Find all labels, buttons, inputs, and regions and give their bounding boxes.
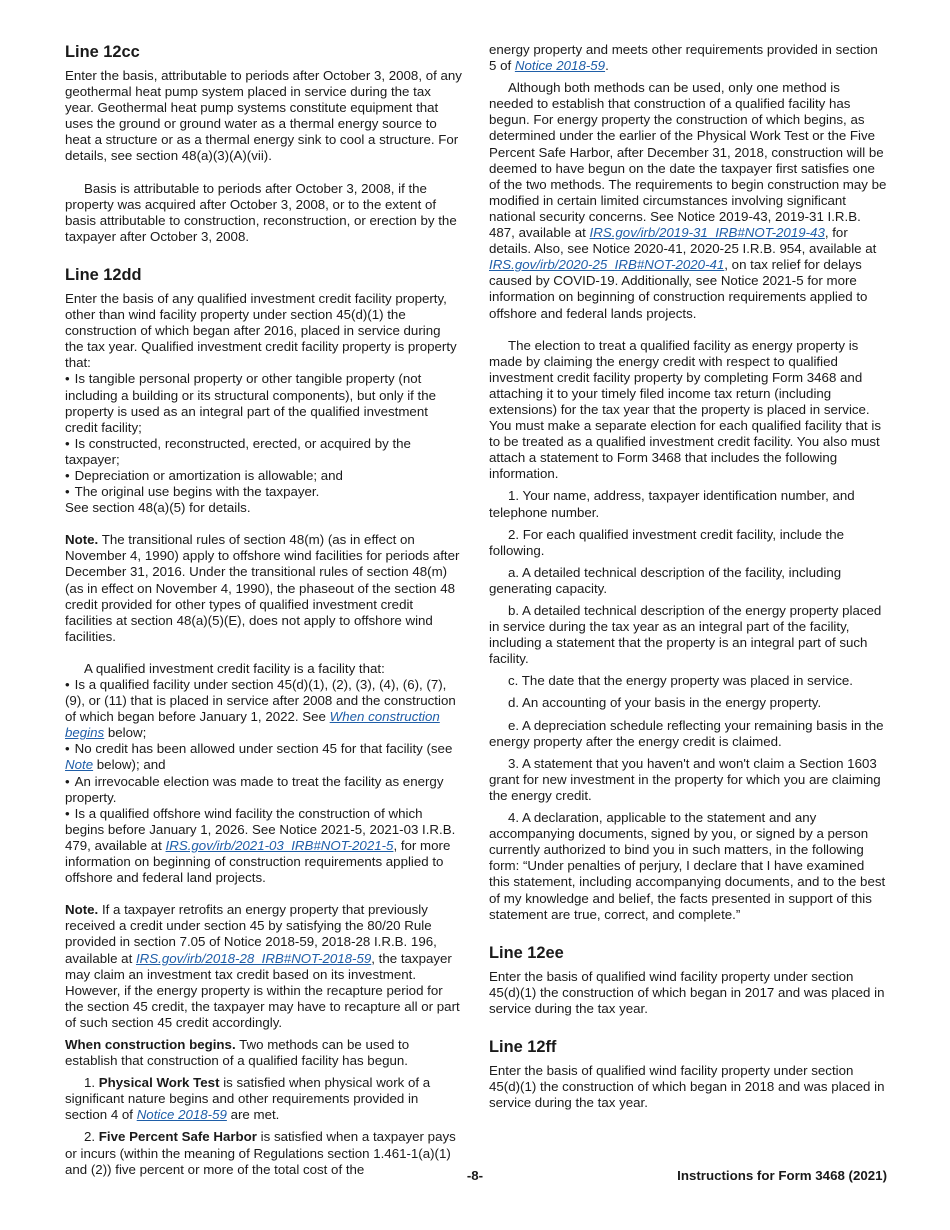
text-run: Basis is attributable to periods after October 3, 2008, if the property was acquired after October 3, 2008, or to the extent of basis attributable to construction, reconstruction, or erection by the taxpayer after October 3, 2008.: [65, 180, 457, 244]
text-run: are met.: [226, 1107, 280, 1123]
text-run: , the taxpayer may claim an investment tax credit based on its investment. However, if the energy property is within the recapture period for the section 45 credit, the taxpayer may have to recapture all or part of such section 45 credit accordingly.: [65, 950, 460, 1030]
text-run: energy property and meets other requirements provided in section 5 of: [489, 42, 878, 74]
text-run: Is a qualified offshore wind facility the construction of which begins before January 1, 2026. See Notice 2021-5, 2021-03 I.R.B. 479, available at: [65, 805, 456, 853]
link[interactable]: Note: [65, 757, 94, 773]
text-run: Enter the basis, attributable to periods after October 3, 2008, of any geothermal heat pump system placed in service during the tax year. Geothermal heat pump systems constitute equipment that uses the ground or ground water as a thermal energy source to heat a structure or as a thermal energy sink to cool a structure. For details, see section 48(a)(3)(A)(vii).: [65, 68, 462, 164]
text-run: 2.: [84, 1129, 99, 1145]
text-run: 1. Your name, address, taxpayer identification number, and telephone number.: [489, 488, 855, 520]
text-run: , for details. Also, see Notice 2020-41, 2020-25 I.R.B. 954, available at: [489, 225, 877, 257]
paragraph: [489, 969, 887, 1017]
text-run: c. The date that the energy property was placed in service.: [508, 673, 853, 689]
run-in-heading: Physical Work Test: [98, 1075, 220, 1091]
paragraph: [65, 532, 462, 645]
link[interactable]: IRS.gov/irb/2019-31_IRB#NOT-2019-43: [589, 225, 825, 241]
text-run: Although both methods can be used, only one method is needed to establish that construction of a qualified facility has begun. For energy property the construction of which begins, as determined under the earlier of the Physical Work Test or the Five Percent Safe Harbor, after December 31, 2018, construction will be deemed to have begun on the date the taxpayer first satisfies one of the two methods. The requirements to begin construction may be modified in certain limited circumstances involving significant national security concerns. See Notice 2019-43, 2019-31 I.R.B. 487, available at: [489, 80, 887, 241]
paragraph: [65, 68, 462, 165]
paragraph: [489, 488, 887, 520]
bullet-item: [65, 436, 462, 468]
text-run: The transitional rules of section 48(m) (as in effect on November 4, 1990) apply to offshore wind facilities for periods after December 31, 2016. Under the transitional rules of section 48(m) (as in effect on November 4, 1990), the phaseout of the section 48 credit provided for other types of qualified investment credit facilities at section 48(a)(5)(E), does not apply to offshore wind facilities.: [65, 532, 460, 644]
paragraph: [65, 181, 462, 245]
section-heading: Line 12cc: [65, 43, 140, 61]
paragraph: [489, 673, 887, 689]
link[interactable]: IRS.gov/irb/2021-03_IRB#NOT-2021-5: [165, 837, 394, 853]
link[interactable]: When construction begins: [65, 709, 440, 741]
text-run: Depreciation or amortization is allowable; and: [74, 467, 343, 483]
text-run: A qualified investment credit facility is a facility that:: [84, 660, 385, 676]
section-heading: Line 12ee: [489, 943, 564, 962]
bullet-item: [65, 774, 462, 806]
paragraph: [65, 1075, 462, 1123]
paragraph: [65, 661, 462, 677]
paragraph: [65, 500, 462, 516]
text-run: The election to treat a qualified facility as energy property is made by claiming the energy credit with respect to qualified investment credit facility property by completing Form 3468 and attaching it to your timely filed income tax return (including extensions) for the tax year that the property is placed in service. You must make a separate election for each qualified facility that is to be treated as a qualified investment credit facility. You also must attach a statement to Form 3468 that includes the following information.: [489, 337, 881, 482]
bullet-item: [65, 484, 462, 500]
section-heading: Line 12dd: [65, 265, 142, 284]
left-column: [65, 42, 462, 1178]
text-run: Enter the basis of qualified wind facility property under section 45(d)(1) the construction of which began in 2017 and was placed in service during the tax year.: [489, 968, 885, 1016]
paragraph: [489, 810, 887, 923]
paragraph: [489, 756, 887, 804]
text-run: Is a qualified facility under section 45(d)(1), (2), (3), (4), (6), (7), (9), or (11) that is placed in service after 2008 and the construction of which began before January 1, 2022. See: [65, 677, 456, 725]
bullet-item: [65, 677, 462, 741]
paragraph: [65, 902, 462, 1031]
text-run: Is constructed, reconstructed, erected, or acquired by the taxpayer;: [65, 435, 411, 467]
text-run: below); and: [93, 757, 166, 773]
bullet-item: [65, 371, 462, 435]
bullet-item: [65, 468, 462, 484]
paragraph: [65, 291, 462, 371]
right-column: [489, 42, 887, 1111]
text-run: If a taxpayer retrofits an energy property that previously received a credit under section 45 by satisfying the 80/20 Rule provided in section 7.05 of Notice 2018-59, 2018-28 I.R.B. 196, available at: [65, 902, 437, 966]
paragraph: [489, 338, 887, 483]
bullet-item: [65, 806, 462, 886]
paragraph: [489, 1063, 887, 1111]
form-title: Instructions for Form 3468 (2021): [677, 1168, 887, 1183]
text-run: , on tax relief for delays caused by COVID-19. Additionally, see Notice 2021-5 for more information on beginning of construction requirements applied to offshore and federal lands projects.: [489, 257, 868, 321]
text-run: d. An accounting of your basis in the energy property.: [508, 695, 822, 711]
page-number: -8-: [466, 1168, 484, 1183]
paragraph: [489, 527, 887, 559]
text-run: , for more information on beginning of construction requirements applied to offshore and federal land projects.: [65, 837, 451, 886]
paragraph: [489, 42, 887, 74]
text-run: 2. For each qualified investment credit facility, include the following.: [489, 526, 845, 558]
text-run: .: [605, 58, 609, 74]
paragraph: [65, 1037, 462, 1069]
section-heading: Line 12ff: [489, 1037, 557, 1056]
text-run: The original use begins with the taxpayer.: [74, 484, 320, 500]
run-in-heading: Five Percent Safe Harbor: [98, 1129, 257, 1145]
text-run: a. A detailed technical description of the facility, including generating capacity.: [489, 564, 842, 596]
paragraph: [489, 603, 887, 667]
text-run: No credit has been allowed under section 45 for that facility (see: [74, 741, 453, 757]
text-run: b. A detailed technical description of the energy property placed in service during the tax year as an integral part of the facility, including a statement that the property is an integral part of such facility.: [489, 603, 882, 667]
paragraph: [489, 565, 887, 597]
text-run: See section 48(a)(5) for details.: [65, 500, 251, 516]
bullet-item: [65, 741, 462, 773]
link[interactable]: Notice 2018-59: [136, 1107, 227, 1123]
text-run: Two methods can be used to establish that construction of a qualified facility has begun.: [65, 1036, 410, 1069]
text-run: is satisfied when physical work of a significant nature begins and other requirements provided in section 4 of: [65, 1075, 431, 1123]
text-run: below;: [104, 725, 147, 741]
text-run: Enter the basis of any qualified investment credit facility property, other than wind facility property under section 45(d)(1) the construction of which began after 2016, placed in service during the tax year. Qualified investment credit facility property is property that:: [65, 290, 457, 371]
text-run: 3. A statement that you haven't and won't claim a Section 1603 grant for new investment in the property for which you are claiming the energy credit.: [489, 755, 881, 803]
run-in-heading: When construction begins.: [65, 1036, 236, 1052]
paragraph: [489, 695, 887, 711]
link[interactable]: IRS.gov/irb/2020-25_IRB#NOT-2020-41: [489, 257, 725, 273]
text-run: Is tangible personal property or other tangible property (not including a building or its structural components), but only if the property is used as an integral part of the qualified investment credit facility;: [65, 371, 437, 435]
text-run: 1.: [84, 1075, 99, 1091]
text-run: e. A depreciation schedule reflecting your remaining basis in the energy property after the energy credit is claimed.: [489, 717, 884, 749]
link[interactable]: Notice 2018-59: [514, 58, 606, 74]
run-in-heading: Note.: [65, 902, 99, 918]
paragraph: [489, 718, 887, 750]
text-run: 4. A declaration, applicable to the statement and any accompanying documents, signed by you, or signed by a person currently authorized to bind you in such matters, in the following form: “Under penalties of perjury, I declare that I have examined this statement, including accompanying documents, and to the best of my knowledge and belief, the facts presented in support of this statement are true, correct, and complete.”: [489, 810, 886, 922]
link[interactable]: IRS.gov/irb/2018-28_IRB#NOT-2018-59: [135, 950, 372, 966]
text-run: An irrevocable election was made to treat the facility as energy property.: [65, 773, 444, 805]
run-in-heading: Note.: [65, 532, 99, 548]
text-run: Enter the basis of qualified wind facility property under section 45(d)(1) the construction of which began in 2018 and was placed in service during the tax year.: [489, 1062, 885, 1111]
text-run: is satisfied when a taxpayer pays or incurs (within the meaning of Regulations section 1.461-1(a)(1) and (2)) five percent or more of the total cost of the: [65, 1129, 456, 1177]
paragraph: [489, 80, 887, 321]
